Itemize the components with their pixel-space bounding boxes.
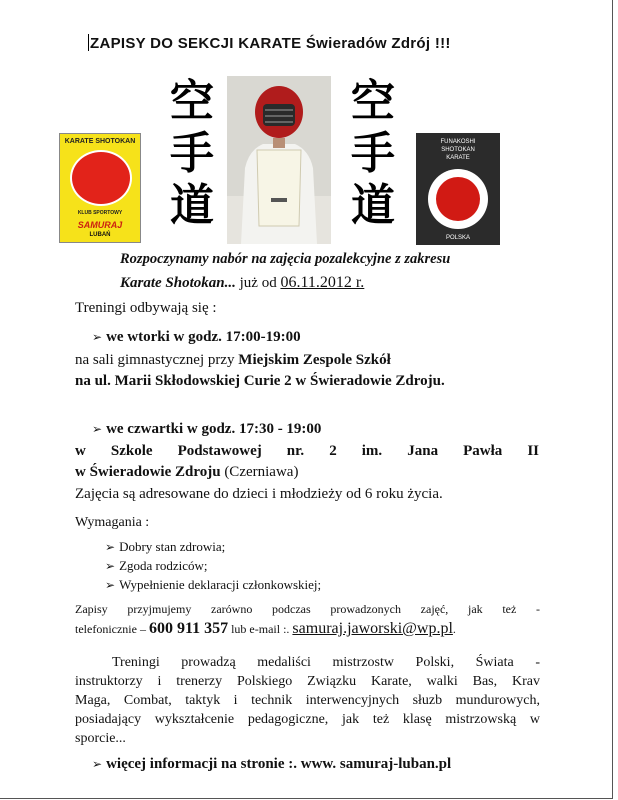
phone-number: 600 911 357 — [148, 620, 229, 637]
text-cursor — [88, 34, 89, 51]
samuraj-club-logo — [59, 133, 141, 243]
arrow-bullet-icon: ➢ — [105, 540, 116, 554]
arrow-bullet-icon: ➢ — [105, 578, 116, 592]
logo-right-line1: FUNAKOSHI — [440, 139, 476, 145]
trainers-line-4: posiadający wykształcenie pedagogiczne, jak też klasę mistrzowską w — [75, 712, 540, 727]
logo-left-name: SAMURAJ — [77, 220, 123, 230]
kanji-kara: 空 — [351, 76, 395, 127]
requirements-label: Wymagania : — [75, 515, 150, 530]
session2-place-line1: w Szkole Podstawowej nr. 2 im. Jana Pawła II — [75, 443, 539, 459]
intro-line-1: Rozpoczynamy nabór na zajęcia pozalekcyjne z zakresu — [120, 251, 451, 267]
trainers-line-5: sporcie... — [75, 731, 126, 746]
logo-red-circle — [70, 150, 132, 206]
contact-line-2: telefonicznie – 600 911 357 lub e-mail :. samuraj.jaworski@wp.pl. — [75, 620, 456, 637]
logo-right-bottom: POLSKA — [445, 235, 470, 241]
kanji-kara: 空 — [170, 76, 214, 127]
fighter-illustration — [227, 76, 331, 244]
session1-day: ➢ we wtorki w godz. 17:00-19:00 — [92, 329, 301, 345]
intro-line-2: Karate Shotokan... już od 06.11.2012 r. — [120, 274, 365, 291]
email-link[interactable]: samuraj.jaworski@wp.pl — [292, 620, 453, 637]
session1-place-line1: na sali gimnastycznej przy Miejskim Zespole Szkół — [75, 352, 391, 368]
trainers-line-1: Treningi prowadzą medaliści mistrzostw Polski, Świata - — [112, 655, 540, 670]
tiger-emblem-icon — [436, 177, 480, 221]
website-link[interactable]: www. samuraj-luban.pl — [300, 756, 452, 772]
arrow-bullet-icon: ➢ — [92, 422, 103, 436]
session1-place-line2: na ul. Marii Skłodowskiej Curie 2 w Świeradowie Zdroju. — [75, 373, 445, 389]
karate-fighter-photo — [227, 76, 331, 244]
contact-line-1: Zapisy przyjmujemy zarówno podczas prowadzonych zajęć, jak też - — [75, 602, 540, 616]
funakoshi-shotokan-logo — [416, 133, 500, 245]
kanji-do: 道 — [170, 180, 214, 231]
session2-place-line2: w Świeradowie Zdroju (Czerniawa) — [75, 464, 299, 480]
document-title: ZAPISY DO SEKCJI KARATE Świeradów Zdrój !!! — [90, 35, 451, 52]
logo-right-line2: SHOTOKAN — [441, 147, 475, 153]
logo-left-top-text: KARATE SHOTOKAN — [64, 138, 136, 145]
kanji-te: 手 — [351, 128, 395, 179]
requirement-item: ➢ Wypełnienie deklaracji członkowskiej; — [105, 577, 322, 592]
requirement-item: ➢ Dobry stan zdrowia; — [105, 539, 226, 554]
logo-left-mid-text: KLUB SPORTOWY — [77, 210, 123, 216]
logo-left-city: LUBAŃ — [89, 232, 111, 238]
arrow-bullet-icon: ➢ — [92, 330, 103, 344]
arrow-bullet-icon: ➢ — [105, 559, 116, 573]
trainings-label: Treningi odbywają się : — [75, 300, 217, 316]
start-date: 06.11.2012 r. — [280, 274, 365, 291]
kanji-column-left — [162, 76, 222, 232]
logo-right-line3: KARATE — [446, 155, 470, 161]
audience-text: Zajęcia są adresowane do dzieci i młodzieży od 6 roku życia. — [75, 486, 443, 502]
session2-day: ➢ we czwartki w godz. 17:30 - 19:00 — [92, 421, 322, 437]
kanji-column-right — [343, 76, 403, 232]
requirement-item: ➢ Zgoda rodziców; — [105, 558, 208, 573]
kanji-te: 手 — [170, 128, 214, 179]
kanji-do: 道 — [351, 180, 395, 231]
trainers-line-3: Maga, Combat, taktyk i technik interwencyjnych słuzb mundurowych, — [75, 693, 540, 708]
trainers-line-2: instruktorzy i trenerzy Polskiego Związku Karate, walki Bas, Krav — [75, 674, 540, 689]
arrow-bullet-icon: ➢ — [92, 757, 103, 771]
more-info-line: ➢ więcej informacji na stronie :. www. samuraj-luban.pl — [92, 756, 452, 772]
